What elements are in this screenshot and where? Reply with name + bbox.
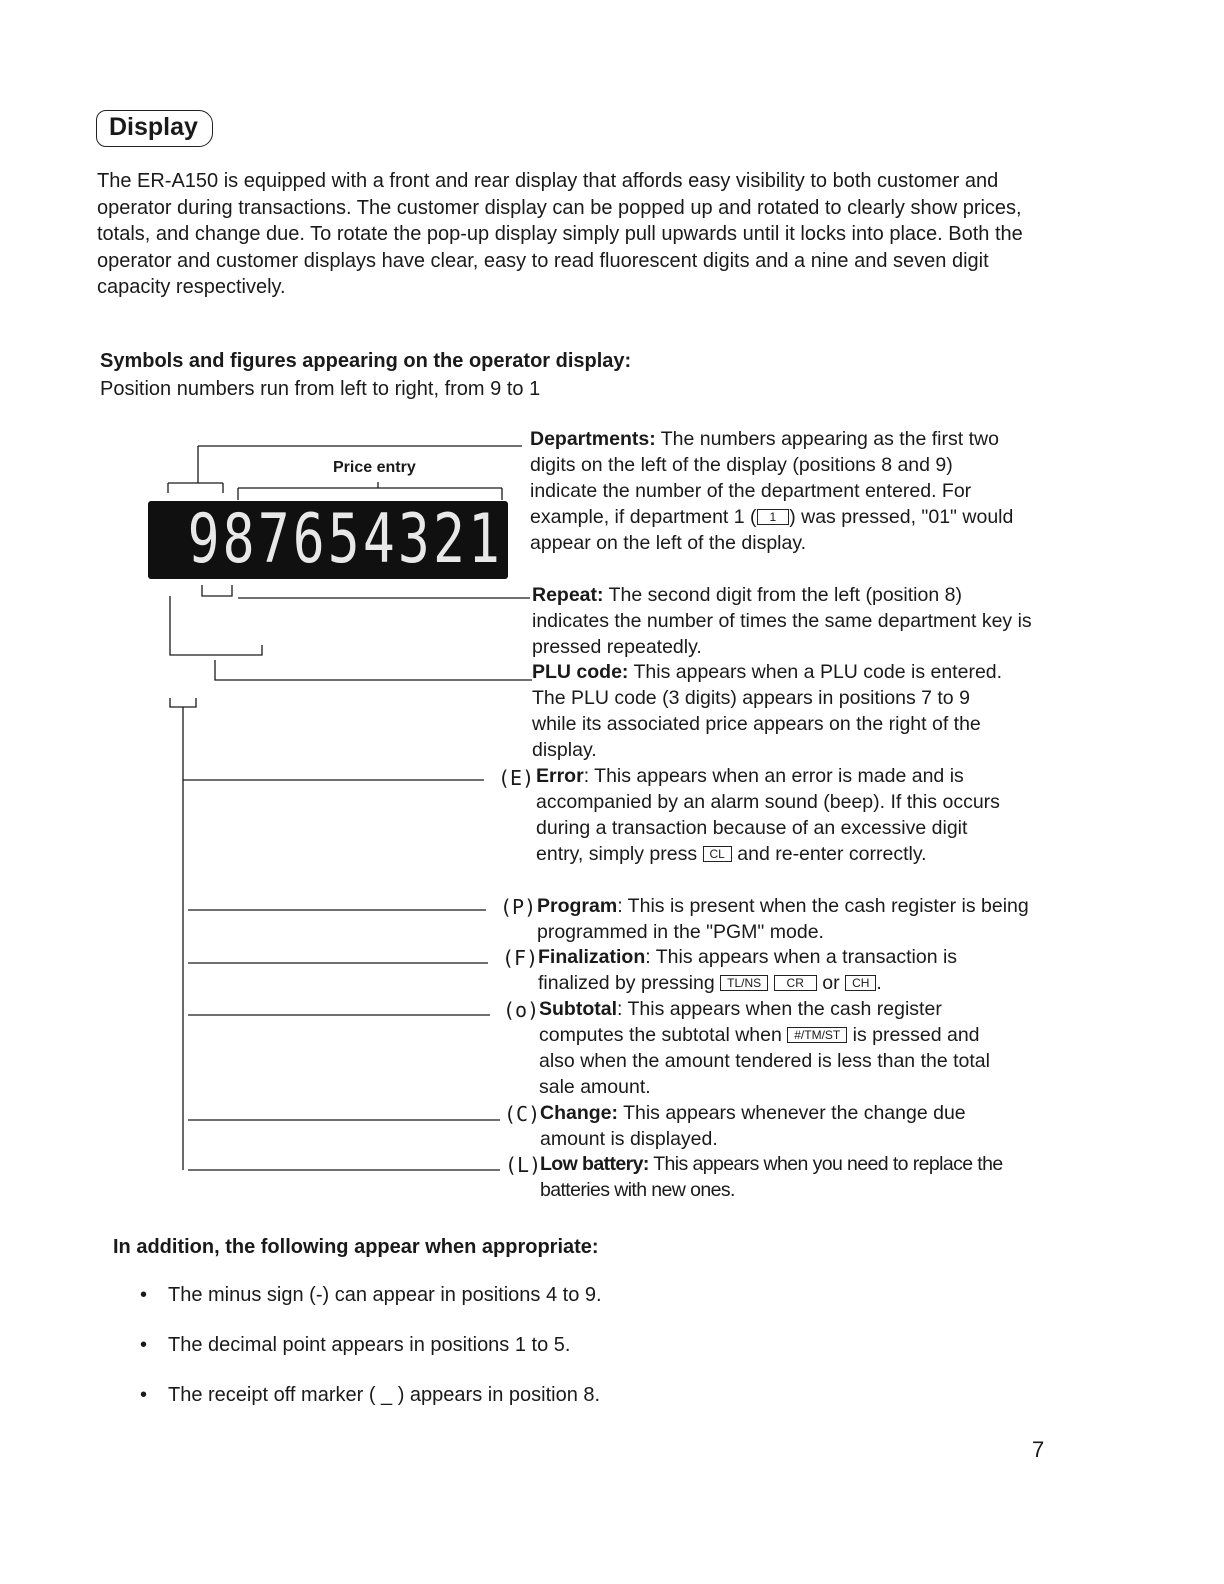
page-number: 7 [1032,1437,1045,1462]
subtotal-symbol: (o) [503,998,540,1022]
plu-description [532,659,1017,763]
addition-list [140,1284,602,1434]
plu-title: PLU code: [532,661,629,683]
symbols-subheading: Position numbers run from left to right, from 9 to 1 [100,378,541,400]
program-description [537,893,1037,945]
display-digits: 987654321 [187,500,504,579]
low-battery-description [540,1151,1060,1203]
program-text: : This is present when the cash register is being programmed in the "PGM" mode. [537,895,1029,943]
intro-paragraph: The ER-A150 is equipped with a front and rear display that affords easy visibility to both customer and operator during transactions. The customer display can be popped up and rotated to clearly show prices, totals, and change due. To rotate the pop-up display simply pull upwards until it locks into place. Both the operator and customer displays have clear, easy to read fluorescent digits and a nine and seven digit capacity respectively. [97,170,1023,298]
section-title: Display [96,110,213,147]
repeat-description [532,582,1032,660]
finalization-description [538,944,1018,996]
finalization-title: Finalization [538,946,646,968]
subtotal-text-1: : This appears when the cash register computes the subtotal when [539,998,942,1046]
departments-title: Departments: [530,428,656,450]
change-title: Change: [540,1102,618,1124]
finalization-text: : This appears when a transaction is finalized by pressing [538,946,958,994]
list-item: • The decimal point appears in positions 1 to 5. [140,1334,571,1356]
finalization-or: or [816,972,846,994]
error-text-1: : This appears when an error is made and is accompanied by an alarm sound (beep). If this occurs during a transaction because of an excessive digit entry, simply press [536,765,1000,865]
tm-st-key: #/TM/ST [787,1027,847,1043]
error-text-2: and re-enter correctly. [731,843,927,865]
low-battery-title: Low battery: [540,1153,649,1175]
low-battery-symbol: (L) [505,1153,542,1177]
low-battery-text: This appears when you need to replace the batteries with new ones. [540,1153,1003,1201]
list-item-text: The receipt off marker ( _ ) appears in position 8. [168,1384,601,1406]
plu-text: This appears when a PLU code is entered. The PLU code (3 digits) appears in positions 7 to 9 while its associated price appears on the right of the display. [532,661,1003,761]
change-text: This appears whenever the change due amount is displayed. [540,1102,966,1150]
list-item-text: The minus sign (-) can appear in positions 4 to 9. [168,1284,602,1306]
list-item: • The receipt off marker ( _ ) appears in position 8. [140,1384,601,1406]
program-title: Program [537,895,618,917]
departments-text-2: ) was pressed, "01" would appear on the left of the display. [530,506,1014,554]
ch-key: CH [845,975,876,991]
subtotal-text-2: is pressed and also when the amount tendered is less than the total sale amount. [539,1024,990,1098]
change-symbol: (C) [504,1102,541,1126]
symbols-heading: Symbols and figures appearing on the operator display: [100,350,632,372]
departments-description [530,426,1020,556]
list-item: • The minus sign (-) can appear in positions 4 to 9. [140,1284,602,1306]
program-symbol: (P) [500,895,537,919]
addition-heading: In addition, the following appear when appropriate: [113,1236,599,1258]
subtotal-description [539,996,1019,1100]
department-1-key: 1 [757,509,790,525]
finalization-symbol: (F) [502,946,539,970]
cr-key: CR [774,975,817,991]
error-title: Error [536,765,584,787]
tlns-key: TL/NS [720,975,768,991]
price-entry-label: Price entry [333,459,416,476]
cl-key: CL [703,846,732,862]
operator-display-panel [148,501,508,579]
subtotal-title: Subtotal [539,998,617,1020]
error-symbol: (E) [498,766,535,790]
departments-text-1: The numbers appearing as the first two digits on the left of the display (positions 8 and 9) indicate the number of the department entered. For example, if department 1 ( [530,428,999,528]
finalization-end: . [876,972,882,994]
list-item-text: The decimal point appears in positions 1 to 5. [168,1334,571,1356]
error-description [536,763,1016,867]
change-description [540,1100,1020,1152]
repeat-text: The second digit from the left (position 8) indicates the number of times the same department key is pressed repeatedly. [532,584,1032,658]
repeat-title: Repeat: [532,584,604,606]
